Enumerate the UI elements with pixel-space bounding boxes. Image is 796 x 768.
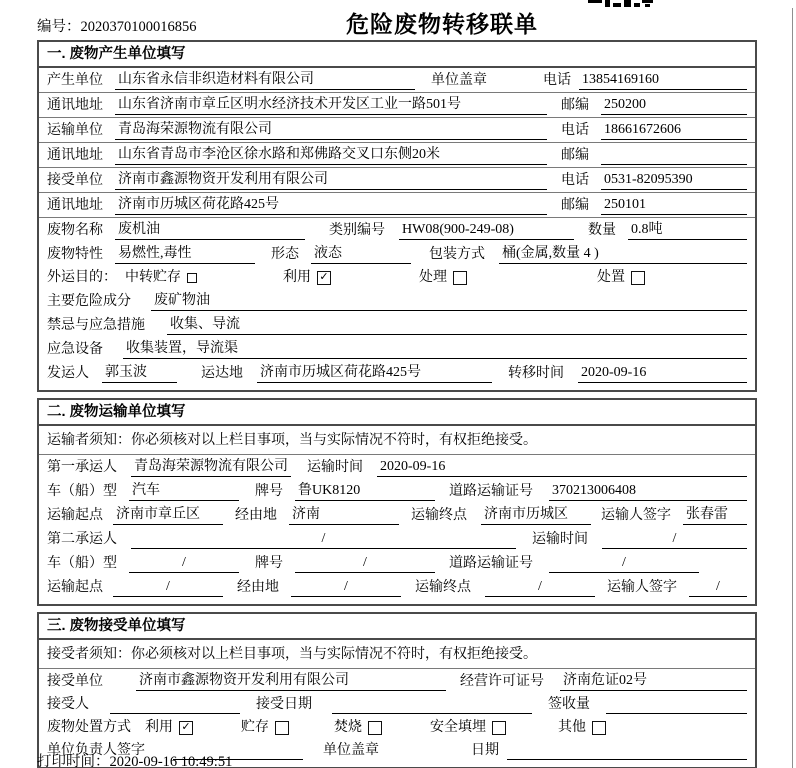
row-second-route	[39, 575, 755, 599]
producer-zip-value: 250200	[601, 95, 747, 115]
receiver-notice-text: 接受者须知：你必须核对以上栏目事项，当与实际情况不符时，有权拒绝接受。	[47, 647, 537, 662]
second-route-start-label: 运输起点	[47, 580, 103, 595]
section2-title: 二. 废物运输单位填写	[39, 400, 755, 426]
second-permit-value: /	[549, 553, 699, 573]
second-carrier-label: 第二承运人	[47, 532, 117, 547]
destination-value: 济南市历城区荷花路425号	[257, 363, 492, 383]
row-waste-name	[39, 218, 755, 242]
waste-category-value: HW08(900-249-08)	[399, 220, 574, 240]
transporter-zip-label: 邮编	[561, 148, 589, 163]
section-waste-transporter	[37, 398, 757, 606]
first-carrier-time-label: 运输时间	[307, 460, 363, 475]
receiver-label: 接受单位	[47, 173, 103, 188]
checkbox-unchecked-icon	[631, 271, 645, 285]
first-plate-label: 牌号	[255, 484, 283, 499]
row-producer	[39, 68, 755, 93]
first-route-end-value: 济南市历城区	[481, 505, 591, 525]
waste-packaging-value: 桶(金属,数量 4 )	[499, 244, 747, 264]
producer-label: 产生单位	[47, 73, 103, 88]
checkbox-unchecked-icon	[275, 721, 289, 735]
qr-code-icon	[588, 0, 654, 8]
waste-form-value: 液态	[311, 244, 411, 264]
second-route-via-label: 经由地	[237, 580, 279, 595]
accept-person-value	[110, 695, 240, 714]
row-transporter	[39, 118, 755, 143]
accept-date-label: 接受日期	[256, 697, 312, 712]
purpose-option-dispose-label: 处置	[597, 270, 625, 285]
first-permit-label: 道路运输证号	[449, 484, 533, 499]
producer-address-label: 通讯地址	[47, 98, 103, 113]
section-waste-receiver	[37, 612, 757, 768]
purpose-option-treat-label: 处理	[419, 270, 447, 285]
check-mark: ✓	[319, 270, 329, 283]
producer-seal-label: 单位盖章	[431, 73, 487, 88]
row-hazard-components	[39, 289, 755, 313]
first-carrier-time-value: 2020-09-16	[377, 457, 747, 477]
second-vehicle-type-value: /	[129, 553, 239, 573]
waste-form-label: 形态	[271, 247, 299, 262]
first-route-via-label: 经由地	[235, 508, 277, 523]
disposal-option-store	[241, 718, 289, 737]
page-edge-line	[792, 8, 793, 768]
first-vehicle-type-label: 车（船）型	[47, 484, 117, 499]
waste-quantity-value: 0.8吨	[628, 220, 747, 240]
second-plate-label: 牌号	[255, 556, 283, 571]
disposal-option-incinerate-label: 焚烧	[334, 720, 362, 735]
section1-title: 一. 废物产生单位填写	[39, 42, 755, 68]
producer-value: 山东省永信非织造材料有限公司	[115, 70, 415, 90]
checkbox-checked-icon	[179, 721, 193, 735]
section3-title: 三. 废物接受单位填写	[39, 614, 755, 640]
emergency-equipment-label: 应急设备	[47, 342, 103, 357]
second-plate-value: /	[295, 553, 435, 573]
receiver-value: 济南市鑫源物资开发利用有限公司	[115, 170, 547, 190]
second-route-end-value: /	[485, 577, 595, 597]
disposal-option-other-label: 其他	[558, 720, 586, 735]
hazard-label: 主要危险成分	[47, 294, 131, 309]
first-carrier-value: 青岛海荣源物流有限公司	[131, 457, 291, 477]
transporter-phone-value: 18661672606	[601, 120, 747, 140]
responsible-sign-label: 单位负责人签字	[47, 743, 145, 758]
receiver-address-label: 通讯地址	[47, 198, 103, 213]
row-transporter-address	[39, 143, 755, 168]
row-first-route	[39, 503, 755, 527]
checkbox-unchecked-icon	[187, 273, 197, 283]
hazard-value: 废矿物油	[151, 291, 747, 311]
disposal-option-other	[558, 718, 606, 737]
first-carrier-label: 第一承运人	[47, 460, 117, 475]
waste-name-value: 废机油	[115, 220, 305, 240]
transfer-form	[37, 40, 757, 768]
second-carrier-time-label: 运输时间	[532, 532, 588, 547]
print-time	[37, 750, 232, 768]
row-receiver-notice	[39, 640, 755, 669]
emergency-measures-value: 收集、导流	[167, 315, 747, 335]
purpose-option-treat	[419, 268, 467, 287]
first-plate-value: 鲁UK8120	[295, 481, 435, 501]
transporter-zip-value	[601, 146, 747, 165]
transporter-value: 青岛海荣源物流有限公司	[115, 120, 547, 140]
receiver-address-value: 济南市历城区荷花路425号	[115, 195, 547, 215]
first-vehicle-type-value: 汽车	[129, 481, 239, 501]
accept-date-value	[332, 695, 532, 714]
disposal-option-utilize-label: 利用	[145, 720, 173, 735]
print-time-value: 2020-09-16 10:49:51	[109, 754, 233, 768]
receiver-phone-value: 0531-82095390	[601, 170, 747, 190]
accept-person-label: 接受人	[47, 697, 89, 712]
business-permit-label: 经营许可证号	[460, 674, 544, 689]
disposal-option-incinerate	[334, 718, 382, 737]
waste-category-label: 类别编号	[329, 223, 385, 238]
waste-packaging-label: 包装方式	[429, 247, 485, 262]
row-second-carrier	[39, 527, 755, 551]
page-title: 危险废物转移联单	[346, 11, 538, 37]
section-waste-producer	[37, 40, 757, 392]
checkbox-unchecked-icon	[368, 721, 382, 735]
transporter-notice-text: 运输者须知：你必须核对以上栏目事项，当与实际情况不符时，有权拒绝接受。	[47, 433, 537, 448]
second-vehicle-type-label: 车（船）型	[47, 556, 117, 571]
first-permit-value: 370213006408	[549, 481, 747, 501]
transporter-phone-label: 电话	[561, 123, 589, 138]
disposal-option-landfill	[430, 718, 506, 737]
waste-name-label: 废物名称	[47, 223, 103, 238]
row-receiver	[39, 168, 755, 193]
first-route-via-value: 济南	[289, 505, 399, 525]
row-first-carrier	[39, 455, 755, 479]
receiver-zip-value: 250101	[601, 195, 747, 215]
transfer-time-value: 2020-09-16	[578, 363, 747, 383]
producer-phone-label: 电话	[543, 73, 571, 88]
transfer-time-label: 转移时间	[508, 366, 564, 381]
purpose-option-utilize-label: 利用	[283, 270, 311, 285]
disposal-method-label: 废物处置方式	[47, 720, 131, 735]
second-route-via-value: /	[291, 577, 401, 597]
sign-date-label: 日期	[471, 743, 499, 758]
unit-seal-label: 单位盖章	[323, 743, 379, 758]
purpose-option-storage-label: 中转贮存	[125, 270, 181, 285]
checkbox-checked-icon	[317, 271, 331, 285]
signed-qty-value	[606, 695, 747, 714]
purpose-option-utilize	[283, 268, 331, 287]
business-permit-value: 济南危证02号	[560, 671, 747, 691]
first-route-sign-value: 张春雷	[683, 505, 747, 525]
purpose-option-storage	[125, 268, 197, 287]
transporter-address-label: 通讯地址	[47, 148, 103, 163]
row-producer-address	[39, 93, 755, 118]
first-route-end-label: 运输终点	[411, 508, 467, 523]
row-disposal-method	[39, 716, 755, 739]
accept-unit-value: 济南市鑫源物资开发利用有限公司	[136, 671, 446, 691]
waste-traits-value: 易燃性,毒性	[115, 244, 255, 264]
checkbox-unchecked-icon	[592, 721, 606, 735]
waste-quantity-label: 数量	[588, 223, 616, 238]
producer-address-value: 山东省济南市章丘区明水经济技术开发区工业一路501号	[115, 95, 547, 115]
dispatcher-label: 发运人	[47, 366, 89, 381]
row-dispatch	[39, 361, 755, 385]
disposal-option-store-label: 贮存	[241, 720, 269, 735]
transporter-label: 运输单位	[47, 123, 103, 138]
receiver-zip-label: 邮编	[561, 198, 589, 213]
second-route-sign-value: /	[689, 577, 747, 597]
doc-number-value: 2020370100016856	[80, 19, 197, 35]
second-permit-label: 道路运输证号	[449, 556, 533, 571]
accept-unit-label: 接受单位	[47, 674, 103, 689]
second-route-sign-label: 运输人签字	[607, 580, 677, 595]
disposal-option-landfill-label: 安全填埋	[430, 720, 486, 735]
print-time-label: 打印时间：	[37, 754, 110, 768]
row-emergency-equipment	[39, 337, 755, 361]
row-waste-traits	[39, 242, 755, 266]
purpose-label: 外运目的：	[47, 270, 117, 285]
row-first-vehicle	[39, 479, 755, 503]
signed-qty-label: 签收量	[548, 697, 590, 712]
first-route-sign-label: 运输人签字	[601, 508, 671, 523]
transporter-address-value: 山东省青岛市李沧区徐水路和郑佛路交叉口东侧20米	[115, 145, 547, 165]
sign-date-value	[507, 741, 747, 760]
disposal-option-utilize	[145, 718, 193, 737]
destination-label: 运达地	[201, 366, 243, 381]
row-transporter-notice	[39, 426, 755, 455]
receiver-phone-label: 电话	[561, 173, 589, 188]
dispatcher-value: 郭玉波	[102, 363, 177, 383]
second-carrier-time-value: /	[602, 529, 747, 549]
producer-zip-label: 邮编	[561, 98, 589, 113]
second-route-end-label: 运输终点	[415, 580, 471, 595]
waste-traits-label: 废物特性	[47, 247, 103, 262]
second-route-start-value: /	[113, 577, 223, 597]
row-emergency-measures	[39, 313, 755, 337]
emergency-measures-label: 禁忌与应急措施	[47, 318, 145, 333]
row-accept-person	[39, 693, 755, 716]
row-transfer-purpose	[39, 266, 755, 289]
checkbox-unchecked-icon	[453, 271, 467, 285]
first-route-start-label: 运输起点	[47, 508, 103, 523]
emergency-equipment-value: 收集装置，导流渠	[123, 339, 747, 359]
doc-number-label: 编号：	[37, 19, 81, 35]
producer-phone-value: 13854169160	[579, 70, 747, 90]
row-accept-unit	[39, 669, 755, 693]
check-mark: ✓	[181, 720, 191, 733]
checkbox-unchecked-icon	[492, 721, 506, 735]
purpose-option-dispose	[597, 268, 645, 287]
second-carrier-value: /	[131, 529, 516, 549]
first-route-start-value: 济南市章丘区	[113, 505, 223, 525]
row-second-vehicle	[39, 551, 755, 575]
row-receiver-address	[39, 193, 755, 218]
